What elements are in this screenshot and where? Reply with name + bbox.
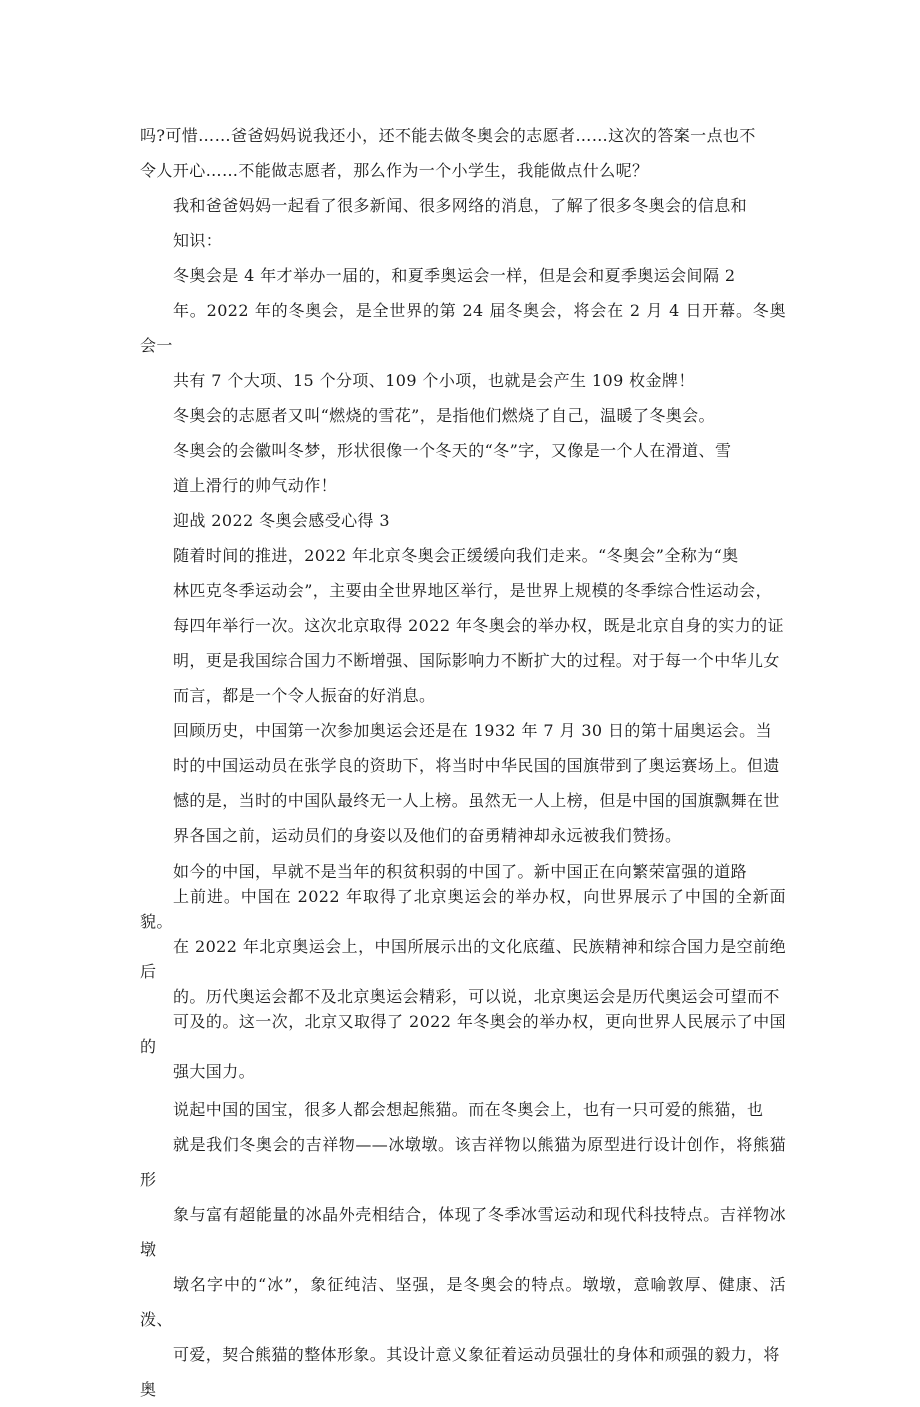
- text-line: 年。2022 年的冬奥会，是全世界的第 24 届冬奥会，将会在 2 月 4 日开幕。冬奥会一: [140, 301, 786, 355]
- text-line: 象与富有超能量的冰晶外壳相结合，体现了冬季冰雪运动和现代科技特点。吉祥物冰墩: [140, 1205, 786, 1259]
- text-line: 明，更是我国综合国力不断增强、国际影响力不断扩大的过程。对于每一个中华儿女: [173, 651, 780, 670]
- text-line: 说起中国的国宝，很多人都会想起熊猫。而在冬奥会上，也有一只可爱的熊猫，也: [173, 1100, 764, 1119]
- text-line: 的。历代奥运会都不及北京奥运会精彩，可以说，北京奥运会是历代奥运会可望而不: [173, 987, 780, 1006]
- paragraph: [140, 258, 786, 398]
- paragraph: [140, 1092, 786, 1407]
- text-line: 如今的中国，早就不是当年的积贫积弱的中国了。新中国正在向繁荣富强的道路: [173, 862, 748, 881]
- text-line: 可爱，契合熊猫的整体形象。其设计意义象征着运动员强壮的身体和顽强的毅力，将奥: [140, 1345, 780, 1399]
- paragraph: [140, 118, 786, 188]
- text-line: 上前进。中国在 2022 年取得了北京奥运会的举办权，向世界展示了中国的全新面貌。: [140, 887, 786, 931]
- section-heading: [140, 503, 786, 538]
- document-page: [140, 118, 786, 1407]
- text-line: 林匹克冬季运动会”，主要由全世界地区举行，是世界上规模的冬季综合性运动会，: [173, 581, 772, 600]
- text-line: 令人开心……不能做志愿者，那么作为一个小学生，我能做点什么呢？: [140, 161, 649, 180]
- paragraph: [140, 398, 786, 433]
- text-line: 迎战 2022 冬奥会感受心得 3: [173, 511, 390, 530]
- paragraph: [140, 538, 786, 713]
- text-line: 时的中国运动员在张学良的资助下，将当时中华民国的国旗带到了奥运赛场上。但遗: [173, 756, 780, 775]
- text-line: 冬奥会是 4 年才举办一届的，和夏季奥运会一样，但是会和夏季奥运会间隔 2: [173, 266, 736, 285]
- text-line: 界各国之前，运动员们的身姿以及他们的奋勇精神却永远被我们赞扬。: [173, 826, 682, 845]
- text-line: 而言，都是一个令人振奋的好消息。: [173, 686, 436, 705]
- paragraph: [140, 433, 786, 503]
- text-line: 憾的是，当时的中国队最终无一人上榜。虽然无一人上榜，但是中国的国旗飘舞在世: [173, 791, 780, 810]
- text-line: 共有 7 个大项、15 个分项、109 个小项，也就是会产生 109 枚金牌！: [173, 371, 695, 390]
- text-line: 就是我们冬奥会的吉祥物——冰墩墩。该吉祥物以熊猫为原型进行设计创作，将熊猫形: [140, 1135, 786, 1189]
- text-line: 在 2022 年北京奥运会上，中国所展示出的文化底蕴、民族精神和综合国力是空前绝后: [140, 937, 786, 981]
- text-line: 随着时间的推进，2022 年北京冬奥会正缓缓向我们走来。“冬奥会”全称为“奥: [173, 546, 739, 565]
- text-line: 吗?可惜……爸爸妈妈说我还小，还不能去做冬奥会的志愿者……这次的答案一点也不: [140, 126, 756, 145]
- text-line: 我和爸爸妈妈一起看了很多新闻、很多网络的消息，了解了很多冬奥会的信息和: [173, 196, 748, 215]
- text-line: 冬奥会的志愿者又叫“燃烧的雪花”，是指他们燃烧了自己，温暖了冬奥会。: [173, 406, 715, 425]
- text-line: 回顾历史，中国第一次参加奥运会还是在 1932 年 7 月 30 日的第十届奥运会。当: [173, 721, 772, 740]
- paragraph: [140, 188, 786, 258]
- text-line: 冬奥会的会徽叫冬梦，形状很像一个冬天的“冬”字，又像是一个人在滑道、雪: [173, 441, 732, 460]
- text-line: 知识：: [173, 231, 223, 250]
- text-line: 可及的。这一次，北京又取得了 2022 年冬奥会的举办权，更向世界人民展示了中国的: [140, 1012, 786, 1056]
- text-line: 每四年举行一次。这次北京取得 2022 年冬奥会的举办权，既是北京自身的实力的证: [173, 616, 784, 635]
- text-line: 道上滑行的帅气动作！: [173, 476, 338, 495]
- text-line: 墩名字中的“冰”，象征纯洁、坚强，是冬奥会的特点。墩墩，意喻敦厚、健康、活泼、: [140, 1275, 786, 1329]
- paragraph: [140, 713, 786, 853]
- text-line: 强大国力。: [173, 1062, 256, 1081]
- paragraph: [140, 859, 786, 1084]
